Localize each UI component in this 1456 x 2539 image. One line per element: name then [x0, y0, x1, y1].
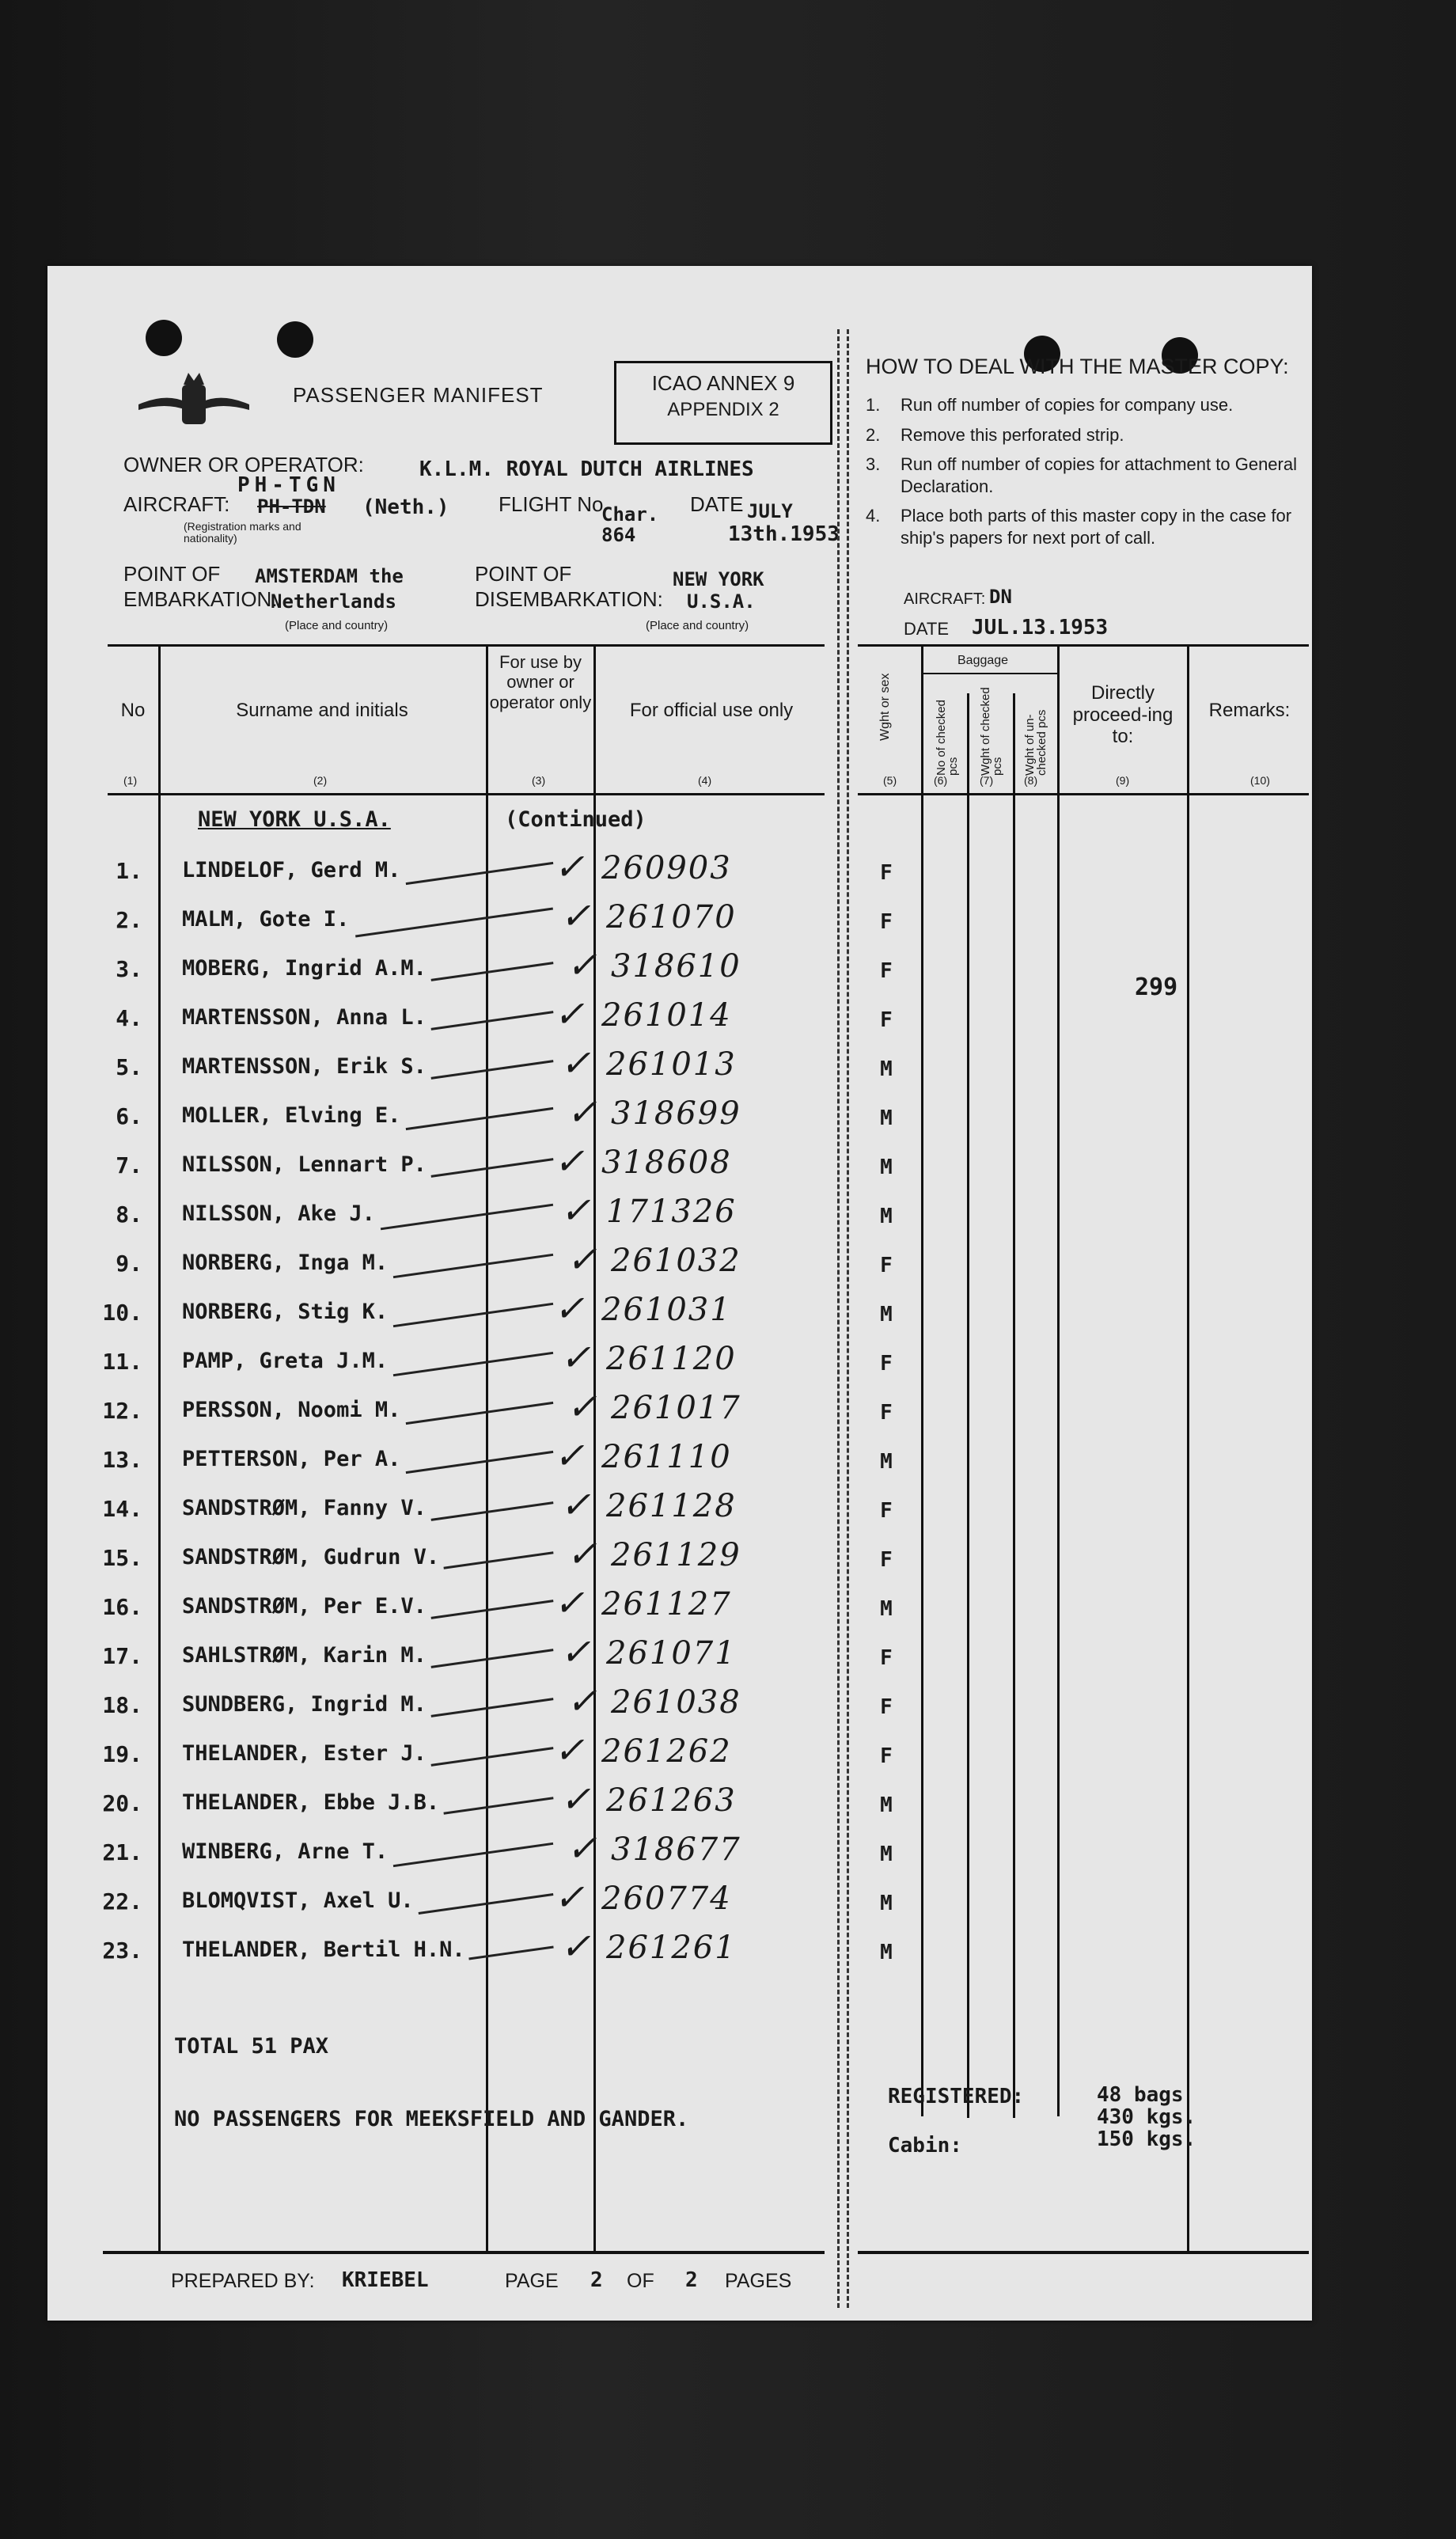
instruction-text: Run off number of copies for company use.	[901, 395, 1234, 415]
check-mark-icon: ✓	[560, 1630, 591, 1673]
passenger-sex: M	[880, 1205, 893, 1228]
flight-label: FLIGHT No	[499, 492, 604, 516]
col-num-7: (7)	[980, 774, 994, 787]
passenger-sex: F	[880, 861, 893, 885]
passenger-name: MARTENSSON, Anna L.	[182, 1005, 427, 1030]
passenger-number: 5.	[116, 1054, 142, 1080]
col-header-proceeding: Directly proceed-ing to:	[1072, 682, 1174, 748]
instructions-aircraft-value: DN	[989, 586, 1012, 608]
passenger-name: NILSSON, Ake J.	[182, 1201, 375, 1226]
pen-stroke	[431, 1600, 554, 1619]
passenger-sex: F	[880, 1695, 893, 1719]
col-header-weight-sex: Wght or sex	[878, 673, 892, 741]
col-num-5: (5)	[883, 774, 897, 787]
aircraft-value: PH-TGN	[237, 473, 340, 497]
passenger-number: 19.	[102, 1741, 142, 1767]
instruction-item	[866, 505, 1309, 548]
date-label: DATE	[690, 492, 744, 516]
passenger-number: 2.	[116, 907, 142, 933]
check-mark-icon: ✓	[567, 1679, 597, 1722]
col-header-checked-wght: Wght of checked pcs	[979, 687, 1004, 776]
passenger-sex: F	[880, 1401, 893, 1425]
official-reference: 260903	[601, 850, 732, 886]
check-mark-icon: ✓	[567, 1385, 597, 1428]
instruction-text: Remove this perforated strip.	[901, 424, 1124, 445]
passenger-number: 6.	[116, 1103, 142, 1129]
official-reference: 261038	[611, 1684, 741, 1721]
official-reference: 261017	[611, 1390, 741, 1426]
col-header-remarks: Remarks:	[1208, 700, 1291, 721]
passenger-number: 11.	[102, 1349, 142, 1375]
passenger-name: NORBERG, Inga M.	[182, 1251, 389, 1275]
instruction-number: 2.	[866, 424, 881, 445]
check-mark-icon: ✓	[560, 1483, 591, 1526]
passenger-name: THELANDER, Ebbe J.B.	[182, 1790, 440, 1815]
check-mark-icon: ✓	[560, 894, 591, 937]
check-mark-icon: ✓	[554, 1581, 585, 1624]
passenger-name: MALM, Gote I.	[182, 907, 350, 932]
official-reference: 261262	[601, 1733, 732, 1770]
pen-stroke	[443, 1551, 553, 1569]
pen-stroke	[393, 1352, 553, 1376]
pen-stroke	[393, 1843, 553, 1867]
passenger-name: WINBERG, Arne T.	[182, 1839, 389, 1864]
passenger-number: 12.	[102, 1398, 142, 1424]
proceeding-number: 299	[1135, 973, 1178, 1001]
total-pax: TOTAL 51 PAX	[174, 2034, 329, 2059]
passenger-sex: F	[880, 1646, 893, 1670]
passenger-sex: M	[880, 1941, 893, 1964]
manifest-page	[47, 266, 1312, 2321]
passenger-number: 15.	[102, 1545, 142, 1571]
cabin-label: Cabin:	[888, 2134, 962, 2158]
passenger-name: BLOMQVIST, Axel U.	[182, 1888, 414, 1913]
instruction-item	[866, 394, 1309, 416]
passenger-sex: F	[880, 1008, 893, 1032]
pen-stroke	[431, 1060, 554, 1080]
owner-value: K.L.M. ROYAL DUTCH AIRLINES	[419, 457, 754, 481]
passenger-sex: M	[880, 1156, 893, 1179]
passenger-sex: M	[880, 1843, 893, 1866]
check-mark-icon: ✓	[560, 1925, 591, 1968]
cabin-kgs: 150 kgs.	[1097, 2127, 1196, 2151]
disembark-value-1: NEW YORK	[673, 568, 764, 590]
passenger-name: SAHLSTRØM, Karin M.	[182, 1643, 427, 1668]
check-mark-icon: ✓	[554, 1729, 585, 1771]
embark-value-2: Netherlands	[271, 590, 396, 613]
check-mark-icon: ✓	[554, 1140, 585, 1182]
passenger-number: 4.	[116, 1005, 142, 1031]
check-mark-icon: ✓	[554, 845, 585, 888]
embark-note: (Place and country)	[285, 619, 389, 632]
passenger-number: 8.	[116, 1201, 142, 1228]
passenger-number: 23.	[102, 1937, 142, 1964]
page-total: 2	[685, 2268, 698, 2292]
table-top-rule	[858, 644, 1309, 647]
col-header-official-use: For official use only	[629, 700, 794, 721]
official-reference: 261127	[601, 1586, 732, 1622]
column-rule	[1013, 693, 1015, 2118]
of-label: OF	[627, 2270, 654, 2292]
official-reference: 171326	[606, 1194, 737, 1230]
disembark-value-2: U.S.A.	[687, 590, 756, 613]
date-value-2: 13th.1953	[728, 522, 840, 546]
passenger-name: THELANDER, Ester J.	[182, 1741, 427, 1766]
official-reference: 261013	[606, 1046, 737, 1083]
check-mark-icon: ✓	[567, 1532, 597, 1575]
owner-label: OWNER OR OPERATOR:	[123, 453, 364, 476]
instructions-list	[866, 394, 1309, 548]
passenger-number: 13.	[102, 1447, 142, 1473]
prepared-by-label: PREPARED BY:	[171, 2270, 315, 2292]
column-rule	[1057, 644, 1060, 2116]
check-mark-icon: ✓	[554, 1287, 585, 1330]
table-header-rule	[858, 793, 1309, 795]
form-title: PASSENGER MANIFEST	[293, 383, 544, 407]
check-mark-icon: ✓	[554, 1434, 585, 1477]
passenger-sex: M	[880, 1450, 893, 1474]
table-header-rule	[108, 793, 825, 795]
passenger-sex: M	[880, 1892, 893, 1915]
table-bottom-rule	[103, 2251, 825, 2254]
column-rule	[967, 693, 969, 2118]
passenger-sex: F	[880, 1352, 893, 1376]
official-reference: 318677	[611, 1831, 741, 1868]
check-mark-icon: ✓	[567, 943, 597, 986]
instruction-text: Run off number of copies for attachment to General Declaration.	[901, 454, 1297, 496]
col-header-unchecked-wght: Wght of un-checked pcs	[1023, 709, 1048, 776]
disembark-note: (Place and country)	[646, 619, 749, 632]
pen-stroke	[393, 1303, 553, 1327]
prepared-by-value: KRIEBEL	[342, 2268, 429, 2292]
disembark-label-2: DISEMBARKATION:	[475, 587, 663, 611]
pen-stroke	[406, 1451, 554, 1474]
pen-stroke	[431, 962, 554, 981]
column-rule	[486, 644, 488, 2252]
passenger-number: 17.	[102, 1643, 142, 1669]
pen-stroke	[431, 1649, 554, 1668]
no-passengers-note: NO PASSENGERS FOR MEEKSFIELD AND GANDER.	[174, 2107, 689, 2131]
official-reference: 261110	[601, 1439, 732, 1475]
col-num-6: (6)	[934, 774, 948, 787]
official-reference: 260774	[601, 1881, 732, 1917]
col-header-no: No	[120, 700, 146, 721]
col-header-checked-pcs: No of checked pcs	[935, 700, 960, 776]
registered-kgs: 430 kgs.	[1097, 2105, 1196, 2129]
instruction-text: Place both parts of this master copy in the case for ship's papers for next port of call.	[901, 506, 1292, 548]
pages-label: PAGES	[725, 2270, 792, 2292]
passenger-number: 7.	[116, 1152, 142, 1178]
col-header-baggage: Baggage	[957, 654, 1009, 667]
col-num-3: (3)	[532, 774, 546, 787]
check-mark-icon: ✓	[560, 1189, 591, 1232]
instructions-date-label: DATE	[904, 619, 950, 639]
instructions-date-value: JUL.13.1953	[972, 616, 1109, 639]
passenger-sex: M	[880, 1057, 893, 1081]
passenger-number: 20.	[102, 1790, 142, 1816]
pen-stroke	[468, 1945, 553, 1960]
embark-value-1: AMSTERDAM the	[255, 565, 404, 587]
column-rule	[921, 644, 923, 2116]
column-rule	[593, 644, 596, 2252]
passenger-name: SANDSTRØM, Gudrun V.	[182, 1545, 440, 1569]
table-bottom-rule	[858, 2251, 1309, 2254]
official-reference: 261263	[606, 1782, 737, 1819]
passenger-sex: M	[880, 1793, 893, 1817]
passenger-name: SANDSTRØM, Per E.V.	[182, 1594, 427, 1619]
baggage-rule	[921, 673, 1059, 674]
col-num-4: (4)	[698, 774, 712, 787]
pen-stroke	[393, 1254, 553, 1278]
official-reference: 261014	[601, 997, 732, 1034]
passenger-name: NILSSON, Lennart P.	[182, 1152, 427, 1177]
passenger-sex: M	[880, 1303, 893, 1326]
check-mark-icon: ✓	[560, 1778, 591, 1820]
annex-box	[614, 361, 832, 445]
pen-stroke	[431, 1011, 554, 1030]
registered-bags: 48 bags	[1097, 2083, 1184, 2107]
passenger-name: PERSSON, Noomi M.	[182, 1398, 401, 1422]
flight-value-1: Char.	[601, 503, 659, 526]
check-mark-icon: ✓	[560, 1042, 591, 1084]
col-num-10: (10)	[1250, 774, 1270, 787]
pen-stroke	[381, 1204, 553, 1231]
official-reference: 261261	[606, 1930, 737, 1966]
col-num-2: (2)	[313, 774, 328, 787]
pen-stroke	[406, 1402, 554, 1425]
instruction-number: 4.	[866, 506, 881, 526]
column-rule	[1187, 644, 1189, 2252]
passenger-name: NORBERG, Stig K.	[182, 1300, 389, 1324]
passenger-name: THELANDER, Bertil H.N.	[182, 1937, 465, 1962]
punch-hole	[146, 320, 182, 356]
passenger-number: 14.	[102, 1496, 142, 1522]
official-reference: 261032	[611, 1243, 741, 1279]
passenger-number: 16.	[102, 1594, 142, 1620]
registration-note: (Registration marks and nationality)	[184, 520, 301, 545]
passenger-name: MOBERG, Ingrid A.M.	[182, 956, 427, 981]
flight-value-2: 864	[601, 524, 636, 546]
passenger-sex: F	[880, 910, 893, 934]
col-header-name: Surname and initials	[236, 700, 408, 721]
passenger-number: 22.	[102, 1888, 142, 1915]
check-mark-icon: ✓	[554, 1876, 585, 1918]
passenger-name: LINDELOF, Gerd M.	[182, 858, 401, 882]
aircraft-struck: PH-TDN	[257, 495, 326, 518]
pen-stroke	[406, 1107, 554, 1130]
klm-logo-icon	[135, 361, 253, 440]
instruction-number: 1.	[866, 395, 881, 415]
passenger-sex: F	[880, 1744, 893, 1768]
passenger-number: 1.	[116, 858, 142, 884]
pen-stroke	[431, 1698, 554, 1717]
annex-line-2: APPENDIX 2	[667, 399, 779, 420]
instruction-number: 3.	[866, 454, 881, 474]
section-continued: (Continued)	[505, 807, 646, 832]
aircraft-nationality: (Neth.)	[362, 495, 449, 519]
check-mark-icon: ✓	[567, 1827, 597, 1869]
passenger-name: SANDSTRØM, Fanny V.	[182, 1496, 427, 1520]
passenger-sex: F	[880, 1254, 893, 1277]
passenger-number: 9.	[116, 1251, 142, 1277]
passenger-sex: M	[880, 1106, 893, 1130]
col-num-1: (1)	[123, 774, 138, 787]
pen-stroke	[355, 907, 553, 937]
column-rule	[158, 644, 161, 2252]
embark-label-1: POINT OF	[123, 562, 221, 586]
passenger-sex: F	[880, 959, 893, 983]
punch-hole	[277, 321, 313, 358]
passenger-name: PETTERSON, Per A.	[182, 1447, 401, 1471]
check-mark-icon: ✓	[554, 992, 585, 1035]
passenger-number: 18.	[102, 1692, 142, 1718]
official-reference: 261128	[606, 1488, 737, 1524]
embark-label-2: EMBARKATION:	[123, 587, 278, 611]
official-reference: 261070	[606, 899, 737, 936]
official-reference: 261031	[601, 1292, 732, 1328]
instructions-aircraft-label: AIRCRAFT:	[904, 590, 986, 608]
instruction-item	[866, 424, 1309, 446]
official-reference: 318699	[611, 1095, 741, 1132]
col-num-8: (8)	[1024, 774, 1038, 787]
passenger-name: MARTENSSON, Erik S.	[182, 1054, 427, 1079]
pen-stroke	[431, 1747, 554, 1767]
pen-stroke	[431, 1158, 554, 1178]
pen-stroke	[443, 1797, 553, 1814]
pen-stroke	[431, 1501, 554, 1521]
col-num-9: (9)	[1116, 774, 1130, 787]
check-mark-icon: ✓	[567, 1091, 597, 1133]
passenger-name: PAMP, Greta J.M.	[182, 1349, 389, 1373]
aircraft-label: AIRCRAFT:	[123, 492, 230, 516]
passenger-name: SUNDBERG, Ingrid M.	[182, 1692, 427, 1717]
section-heading: NEW YORK U.S.A.	[198, 807, 391, 832]
passenger-name: MOLLER, Elving E.	[182, 1103, 401, 1128]
page-label: PAGE	[505, 2270, 559, 2292]
perforation-line	[837, 329, 840, 2308]
annex-line-1: ICAO ANNEX 9	[651, 371, 795, 395]
check-mark-icon: ✓	[560, 1336, 591, 1379]
passenger-number: 10.	[102, 1300, 142, 1326]
perforation-line	[847, 329, 849, 2308]
official-reference: 261071	[606, 1635, 737, 1672]
passenger-number: 21.	[102, 1839, 142, 1865]
pen-stroke	[406, 862, 554, 885]
passenger-number: 3.	[116, 956, 142, 982]
instruction-item	[866, 454, 1309, 497]
page-number: 2	[590, 2268, 603, 2292]
passenger-sex: F	[880, 1548, 893, 1572]
official-reference: 261120	[606, 1341, 737, 1377]
passenger-sex: M	[880, 1597, 893, 1621]
registered-label: REGISTERED:	[888, 2085, 1025, 2108]
date-value-1: JULY	[747, 500, 793, 522]
table-top-rule	[108, 644, 825, 647]
official-reference: 318608	[601, 1144, 732, 1181]
passenger-sex: F	[880, 1499, 893, 1523]
official-reference: 261129	[611, 1537, 741, 1573]
disembark-label-1: POINT OF	[475, 562, 572, 586]
instructions-title: HOW TO DEAL WITH THE MASTER COPY:	[866, 355, 1289, 378]
check-mark-icon: ✓	[567, 1238, 597, 1281]
col-header-owner-use: For use by owner or operator only	[489, 652, 592, 712]
official-reference: 318610	[611, 948, 741, 985]
